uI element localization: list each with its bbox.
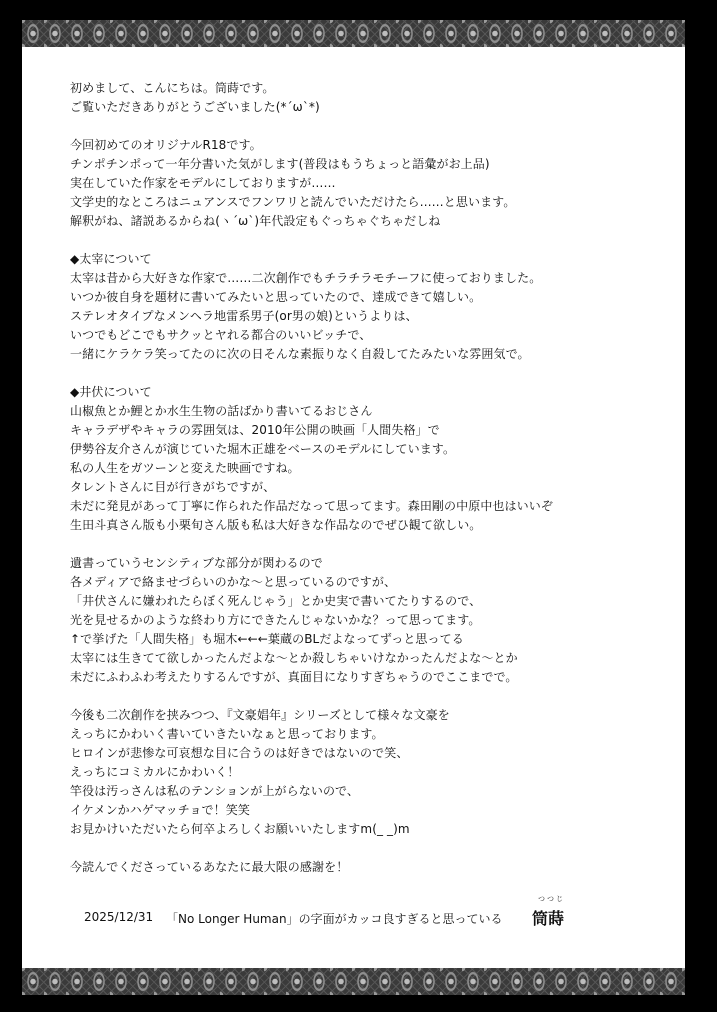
text-line: 解釈がね、諸説あるからね(ヽ´ω`)年代設定もぐっちゃぐちゃだしね (70, 214, 441, 228)
text-line: キャラデザやキャラの雰囲気は、2010年公開の映画「人間失格」で (70, 423, 440, 437)
will-paragraph (70, 554, 670, 687)
text-line: 生田斗真さん版も小栗旬さん版も私は大好きな作品なのでぜひ観て欲しい。 (70, 518, 482, 532)
text-line: 今後も二次創作を挟みつつ、『文豪娼年』シリーズとして様々な文豪を (70, 708, 450, 722)
text-line: いつでもどこでもサクッとヤれる都合のいいビッチで、 (70, 328, 372, 342)
text-line: ヒロインが悲惨な可哀想な目に合うのは好きではないので笑、 (70, 746, 409, 760)
afterword-text (70, 79, 670, 896)
text-line: いつか彼自身を題材に書いてみたいと思っていたので、達成できて嬉しい。 (70, 290, 482, 304)
text-line: 山椒魚とか鯉とか水生生物の話ばかり書いてるおじさん (70, 404, 373, 418)
text-line: ↑で挙げた「人間失格」も堀木←←←葉蔵のBLだよなってずっと思ってる (70, 632, 464, 646)
text-line: 未だに発見があって丁寧に作られた作品だなって思ってます。森田剛の中原中也はいいぞ (70, 499, 553, 513)
text-line: 今読んでくださっているあなたに最大限の感謝を！ (70, 860, 349, 874)
text-line: ご覧いただきありがとうございました(*´ω`*) (70, 100, 320, 114)
text-line: えっちにかわいく書いていきたいなぁと思っております。 (70, 727, 384, 741)
text-line: ステレオタイプなメンヘラ地雷系男子(or男の娘)というよりは、 (70, 309, 418, 323)
text-line: 伊勢谷友介さんが演じていた堀木正雄をベースのモデルにしています。 (70, 442, 456, 456)
signature-date: 2025/12/31 (84, 910, 154, 924)
dazai-section (70, 250, 670, 364)
text-line: 私の人生をガツーンと変えた映画ですね。 (70, 461, 300, 475)
signature-block (84, 895, 644, 930)
text-line: 「井伏さんに嫌われたらぼく死んじゃう」とか史実で書いてたりするので、 (70, 594, 482, 608)
text-line: 太宰は昔から大好きな作家で……二次創作でもチラチラモチーフに使っておりました。 (70, 271, 542, 285)
text-line: チンポチンポって一年分書いた気がします(普段はもうちょっと語彙がお上品) (70, 157, 490, 171)
text-line: 初めまして、こんにちは。筒蒔です。 (70, 81, 275, 95)
thanks-paragraph (70, 858, 670, 877)
text-line: 太宰には生きてて欲しかったんだよな～とか殺しちゃいけなかったんだよな～とか (70, 651, 518, 665)
text-line: 遺書っていうセンシティブな部分が関わるので (70, 556, 323, 570)
ibuse-section (70, 383, 670, 535)
future-paragraph (70, 706, 670, 839)
text-line: 文学史的なところはニュアンスでフンワリと読んでいただけたら……と思います。 (70, 195, 516, 209)
text-line: イケメンかハゲマッチョで！笑笑 (70, 803, 250, 817)
text-line: 未だにふわふわ考えたりするんですが、真面目になりすぎちゃうのでここまでで。 (70, 670, 518, 684)
afterword-page (22, 47, 685, 968)
section-heading: ◆井伏について (70, 385, 152, 399)
top-damask-border (22, 20, 685, 47)
intro-paragraph (70, 136, 670, 231)
text-line: えっちにコミカルにかわいく！ (70, 765, 240, 779)
section-heading: ◆太宰について (70, 252, 152, 266)
text-line: 一緒にケラケラ笑ってたのに次の日そんな素振りなく自殺してたみたいな雰囲気で。 (70, 347, 530, 361)
text-line: 光を見せるかのような終わり方にできたんじゃないかな？って思ってます。 (70, 613, 481, 627)
text-line: 竿役は汚っさんは私のテンションが上がらないので、 (70, 784, 360, 798)
bottom-damask-border (22, 968, 685, 995)
text-line: タレントさんに目が行きがちですが、 (70, 480, 276, 494)
text-line: 今回初めてのオリジナルR18です。 (70, 138, 262, 152)
greeting-paragraph (70, 79, 670, 117)
signature-note: 「No Longer Human」の字面がカッコ良すぎると思っている (166, 912, 503, 926)
author-name-ruby: つつじ (538, 895, 565, 903)
author-name: 筒蒔 (532, 909, 565, 928)
text-line: 各メディアで絡ませづらいのかな～と思っているのですが、 (70, 575, 397, 589)
text-line: お見かけいただいたら何卒よろしくお願いいたしますm(_ _)m (70, 822, 410, 836)
text-line: 実在していた作家をモデルにしておりますが…… (70, 176, 336, 190)
